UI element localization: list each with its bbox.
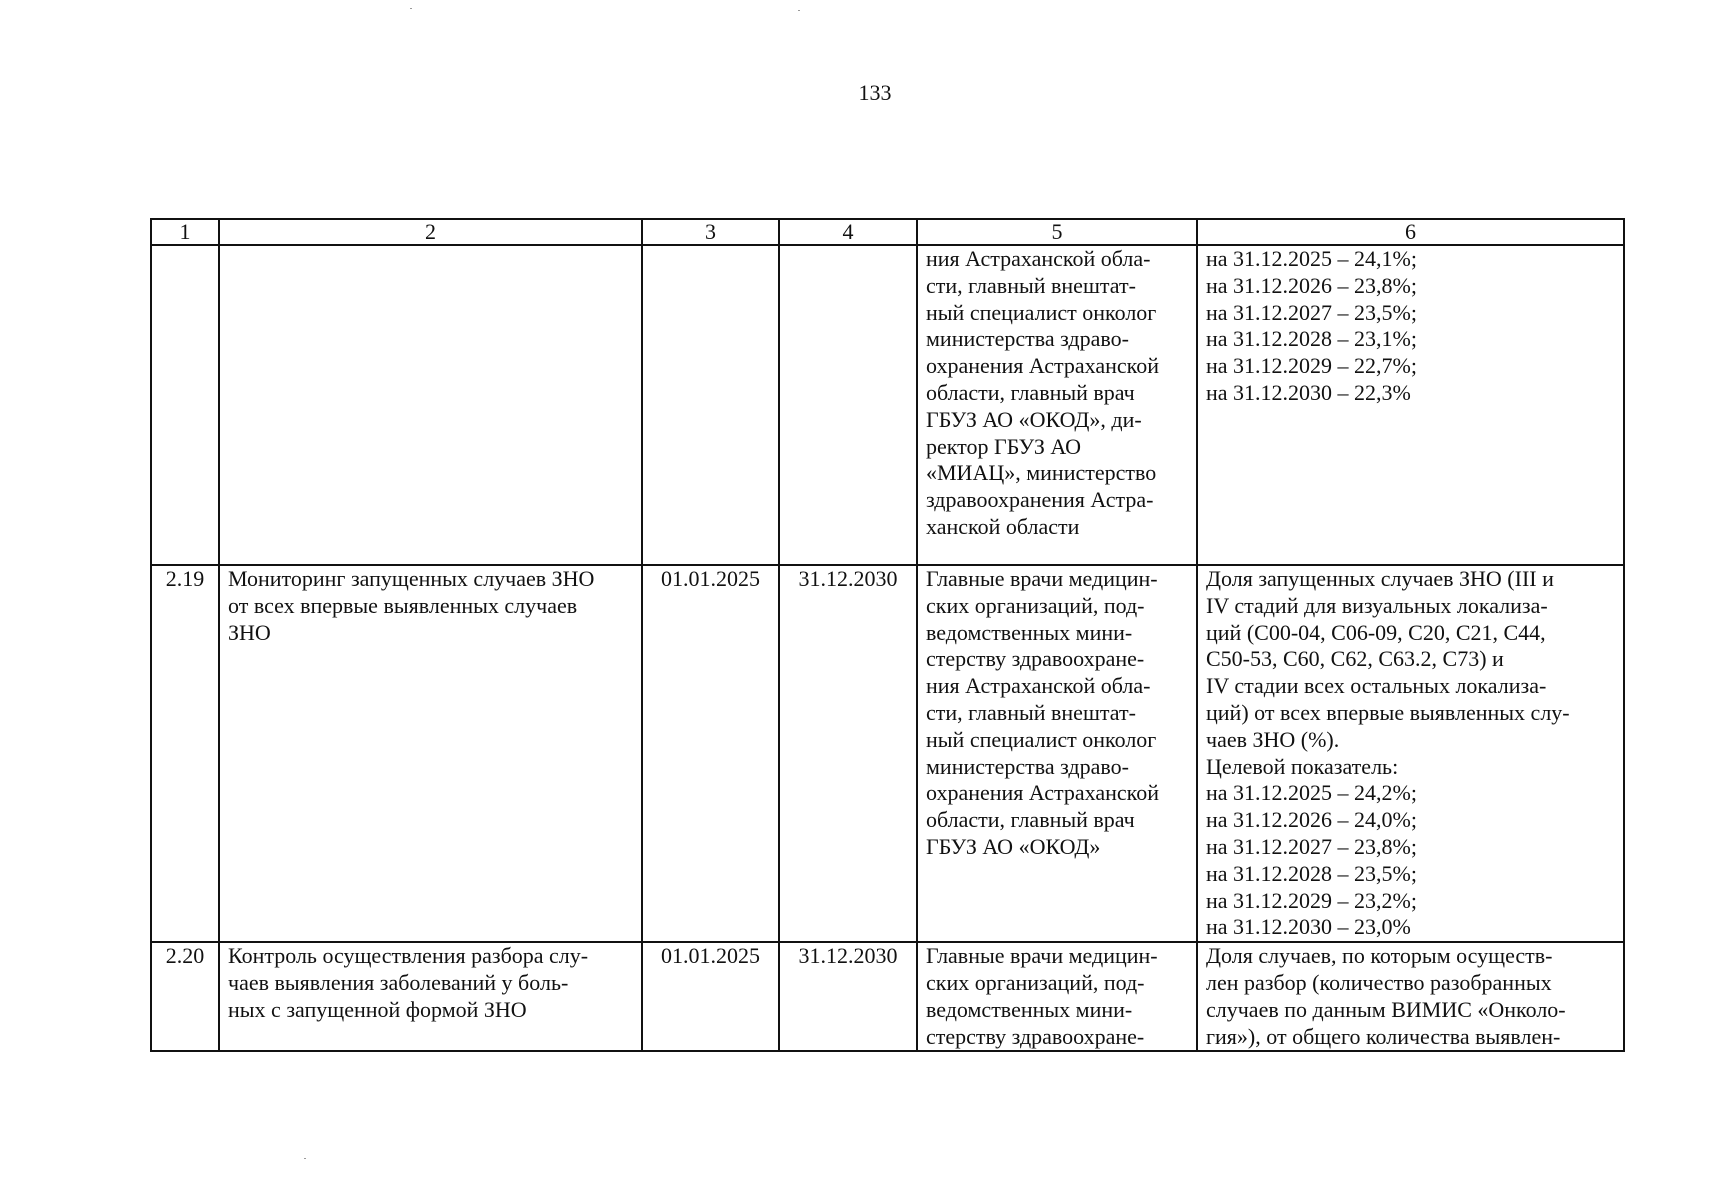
cell-start: 01.01.2025 [642, 942, 779, 1051]
cell-number [151, 245, 219, 565]
text-line: IV стадий для визуальных локализа- [1206, 592, 1548, 618]
table-header-row [151, 219, 1624, 245]
table-row-2-20 [151, 942, 1624, 1051]
cell-number: 2.19 [151, 565, 219, 942]
text-line: на 31.12.2026 – 23,8%; [1206, 272, 1417, 298]
table-row-2-19 [151, 565, 1624, 942]
text-line: на 31.12.2027 – 23,8%; [1206, 833, 1417, 859]
text-line: на 31.12.2030 – 22,3% [1206, 379, 1411, 405]
cell-name [219, 245, 642, 565]
text-line: на 31.12.2030 – 23,0% [1206, 914, 1411, 940]
text-line: ных с запущенной формой ЗНО [228, 996, 527, 1022]
header-col-2: 2 [219, 219, 642, 245]
cell-start: 01.01.2025 [642, 565, 779, 942]
text-line: области, главный врач [926, 807, 1135, 833]
text-line: Контроль осуществления разбора слу- [228, 943, 589, 969]
text-line: на 31.12.2028 – 23,1%; [1206, 326, 1417, 352]
text-line: на 31.12.2027 – 23,5%; [1206, 299, 1417, 325]
text-line: на 31.12.2026 – 24,0%; [1206, 807, 1417, 833]
text-line: гия»), от общего количества выявлен- [1206, 1023, 1561, 1049]
text-line: ведомственных мини- [926, 619, 1133, 645]
text-line: случаев по данным ВИМИС «Онколо- [1206, 996, 1566, 1022]
text-line: охранения Астраханской [926, 780, 1160, 806]
text-line: Целевой показатель: [1206, 753, 1399, 779]
text-line: чаев выявления заболеваний у боль- [228, 969, 569, 995]
header-col-6: 6 [1197, 219, 1624, 245]
text-line: области, главный врач [926, 379, 1135, 405]
text-line: стерству здравоохране- [926, 646, 1145, 672]
text-line: чаев ЗНО (%). [1206, 726, 1340, 752]
text-line: ханской области [926, 513, 1080, 539]
cell-responsible [917, 245, 1197, 565]
text-line: Доля случаев, по которым осуществ- [1206, 943, 1553, 969]
text-line: ций) от всех впервые выявленных слу- [1206, 699, 1570, 725]
plan-table [150, 218, 1625, 1052]
cell-end [779, 245, 917, 565]
text-line: здравоохранения Астра- [926, 487, 1154, 513]
text-line: Доля запущенных случаев ЗНО (III и [1206, 566, 1554, 591]
text-line: сти, главный внештат- [926, 699, 1136, 725]
cell-start [642, 245, 779, 565]
text-line: ния Астраханской обла- [926, 673, 1151, 699]
text-line: на 31.12.2029 – 22,7%; [1206, 353, 1417, 379]
text-line: на 31.12.2029 – 23,2%; [1206, 887, 1417, 913]
text-line: лен разбор (количество разобранных [1206, 969, 1552, 995]
text-line: IV стадии всех остальных локализа- [1206, 673, 1547, 699]
cell-indicator [1197, 245, 1624, 565]
text-line: на 31.12.2025 – 24,2%; [1206, 780, 1417, 806]
header-col-1: 1 [151, 219, 219, 245]
text-line: охранения Астраханской [926, 353, 1160, 379]
text-line: Главные врачи медицин- [926, 566, 1158, 591]
table-row-continuation [151, 245, 1624, 565]
cell-indicator [1197, 942, 1624, 1051]
cell-end: 31.12.2030 [779, 942, 917, 1051]
cell-name [219, 942, 642, 1051]
text-line: ских организаций, под- [926, 592, 1145, 618]
scan-speck [410, 8, 412, 9]
text-line: ный специалист онколог [926, 299, 1157, 325]
cell-name [219, 565, 642, 942]
text-line: министерства здраво- [926, 753, 1129, 779]
header-col-4: 4 [779, 219, 917, 245]
text-line: ния Астраханской обла- [926, 246, 1151, 271]
text-line: от всех впервые выявленных случаев [228, 592, 578, 618]
text-line: стерству здравоохране- [926, 1023, 1145, 1049]
text-line: на 31.12.2028 – 23,5%; [1206, 860, 1417, 886]
text-line: Мониторинг запущенных случаев ЗНО [228, 566, 595, 591]
text-line: ведомственных мини- [926, 996, 1133, 1022]
text-line: ГБУЗ АО «ОКОД» [926, 833, 1101, 859]
cell-indicator [1197, 565, 1624, 942]
scan-speck [798, 10, 800, 11]
scan-speck [304, 1158, 306, 1159]
text-line: «МИАЦ», министерство [926, 460, 1157, 486]
text-line: сти, главный внештат- [926, 272, 1136, 298]
text-line: на 31.12.2025 – 24,1%; [1206, 246, 1417, 271]
text-line: ректор ГБУЗ АО [926, 433, 1082, 459]
text-line: министерства здраво- [926, 326, 1129, 352]
text-line: Главные врачи медицин- [926, 943, 1158, 969]
cell-end: 31.12.2030 [779, 565, 917, 942]
header-col-3: 3 [642, 219, 779, 245]
text-line: ских организаций, под- [926, 969, 1145, 995]
cell-number: 2.20 [151, 942, 219, 1051]
text-line: ЗНО [228, 619, 271, 645]
text-line: С50-53, С60, С62, С63.2, С73) и [1206, 646, 1504, 672]
cell-responsible [917, 565, 1197, 942]
text-line: ный специалист онколог [926, 726, 1157, 752]
header-col-5: 5 [917, 219, 1197, 245]
cell-responsible [917, 942, 1197, 1051]
text-line: ций (С00-04, С06-09, С20, С21, С44, [1206, 619, 1546, 645]
page-number: 133 [858, 80, 892, 105]
text-line: ГБУЗ АО «ОКОД», ди- [926, 406, 1142, 432]
